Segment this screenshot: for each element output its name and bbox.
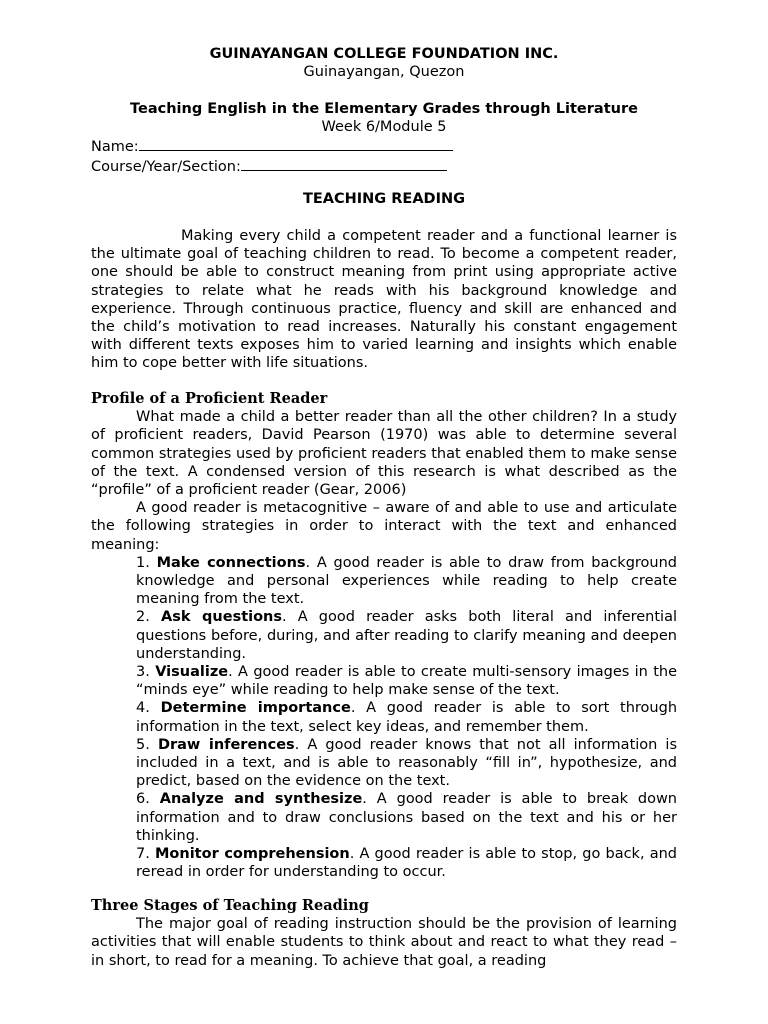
- name-label: Name:: [91, 139, 139, 155]
- list-item: 5. Draw inferences. A good reader knows that not all information is included in a text, and is able to reasonably “fill in”, hypothesize, and predict, based on the evidence on the text.: [136, 736, 678, 790]
- profile-section: [91, 390, 677, 881]
- name-field[interactable]: [91, 136, 677, 156]
- list-item: 3. Visualize. A good reader is able to create multi-sensory images in the “minds eye” while reading to help make sense of the text.: [136, 664, 678, 699]
- profile-paragraph-1: What made a child a better reader than all the other children? In a study of proficient readers, David Pearson (1970) was able to determine several common strategies used by proficient readers that enabled them to make sense of the text. A condensed version of this research is what described as the “profile” of a proficient reader (Gear, 2006): [91, 409, 677, 499]
- list-item: 1. Make connections. A good reader is able to draw from background knowledge and personal experiences while reading to help create meaning from the text.: [136, 554, 677, 608]
- name-blank[interactable]: [139, 136, 453, 151]
- module-label: Week 6/Module 5: [321, 119, 447, 136]
- list-item: 7. Monitor comprehension. A good reader is able to stop, go back, and reread in order for understanding to occur.: [136, 846, 677, 881]
- list-item: 4. Determine importance. A good reader is able to sort through information in the text, select key ideas, and remember them.: [136, 700, 678, 735]
- list-item: 6. Analyze and synthesize. A good reader is able to break down information and to draw conclusions based on the text and his or her thinking.: [136, 791, 677, 844]
- profile-paragraph-2: A good reader is metacognitive – aware of and able to use and articulate the following strategies in order to interact with the text and enhanced meaning:: [91, 500, 677, 553]
- intro-section: [91, 227, 677, 373]
- strategy-list: [91, 554, 677, 882]
- intro-paragraph: Making every child a competent reader and a functional learner is the ultimate goal of teaching children to read. To become a competent reader, one should be able to construct meaning from print using appropriate active strategies to relate what he reads with his background knowledge and experience. Through continuous practice, fluency and skill are enhanced and the child’s motivation to read increases. Naturally his constant engagement with different texts exposes him to varied learning and insights which enable him to cope better with life situations.: [91, 228, 677, 372]
- stages-heading: Three Stages of Teaching Reading: [91, 897, 369, 914]
- profile-heading: Profile of a Proficient Reader: [91, 390, 328, 407]
- document-header: [91, 45, 677, 81]
- section-title: TEACHING READING: [302, 191, 466, 207]
- institution-name: GUINAYANGAN COLLEGE FOUNDATION INC.: [209, 46, 559, 62]
- stages-section: [91, 897, 677, 970]
- list-item: 2. Ask questions. A good reader asks both literal and inferential questions before, during, and after reading to clarify meaning and deepen understanding.: [136, 609, 678, 662]
- stages-paragraph: The major goal of reading instruction should be the provision of learning activities that will enable students to think about and react to what they read – in short, to read for a meaning. To achieve that goal, a reading: [91, 916, 677, 969]
- course-blank[interactable]: [241, 156, 447, 171]
- course-field[interactable]: [91, 156, 677, 176]
- institution-location: Guinayangan, Quezon: [303, 64, 465, 81]
- course-title: Teaching English in the Elementary Grades through Literature: [130, 101, 638, 117]
- student-form: [91, 136, 677, 176]
- course-label: Course/Year/Section:: [91, 159, 241, 176]
- course-header: [91, 100, 677, 136]
